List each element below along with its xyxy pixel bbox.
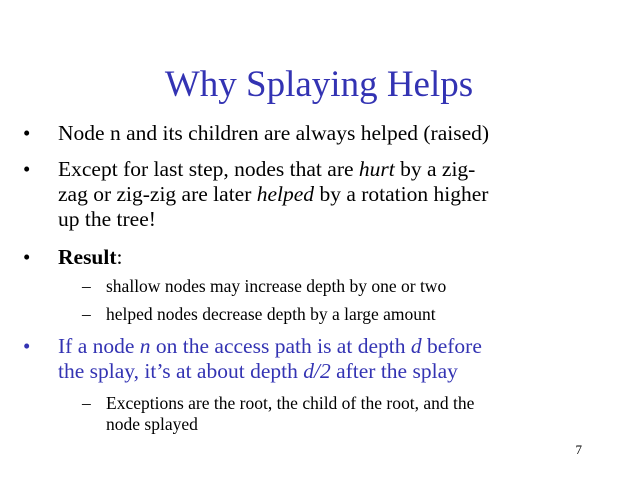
bullet-2-line-1 <box>58 157 603 182</box>
bullet-marker: • <box>23 157 31 181</box>
sub-bullet-3-line-1: Exceptions are the root, the child of the root, and the <box>106 393 475 413</box>
sub-bullet-1 <box>82 276 606 297</box>
bullet-4 <box>23 334 603 384</box>
sub-bullet-3 <box>82 393 606 435</box>
bullet-1-text: Node n and its children are always helped (raised) <box>58 121 490 145</box>
result-label: Result <box>58 245 117 269</box>
bullet-2 <box>23 157 603 232</box>
text-run: by a rotation higher <box>314 182 489 206</box>
sub-bullet-3-line-2: node splayed <box>106 414 198 434</box>
bullet-3 <box>23 245 603 270</box>
text-run: before <box>421 334 482 358</box>
bullet-2-line-2 <box>58 182 603 207</box>
emphasis-helped: helped <box>256 182 315 206</box>
sub-bullet-1-text: shallow nodes may increase depth by one or two <box>106 276 447 296</box>
text-run: If a node <box>58 334 140 358</box>
sub-bullet-2 <box>82 304 606 325</box>
dash-marker: – <box>82 276 91 296</box>
bullet-1 <box>23 121 603 146</box>
slide-title: Why Splaying Helps <box>164 64 474 105</box>
page-number: 7 <box>575 442 582 457</box>
sub-bullet-2-text: helped nodes decrease depth by a large amount <box>106 304 436 324</box>
bullet-marker: • <box>23 245 31 269</box>
bullet-2-line-3: up the tree! <box>58 207 156 231</box>
dash-marker: – <box>82 304 91 324</box>
var-d-half: d/2 <box>303 359 331 383</box>
bullet-4-line-1 <box>58 334 603 359</box>
bullet-4-line-2 <box>58 359 603 384</box>
emphasis-hurt: hurt <box>358 157 395 181</box>
text-run: the splay, it’s at about depth <box>58 359 304 383</box>
var-d: d <box>410 334 422 358</box>
text-run: zag or zig-zig are later <box>58 182 257 206</box>
text-run: Except for last step, nodes that are <box>58 157 359 181</box>
bullet-marker: • <box>23 334 31 358</box>
dash-marker: – <box>82 393 91 413</box>
text-run: by a zig- <box>394 157 476 181</box>
var-n: n <box>139 334 151 358</box>
result-colon: : <box>116 245 123 269</box>
text-run: on the access path is at depth <box>150 334 411 358</box>
bullet-marker: • <box>23 121 31 145</box>
text-run: after the splay <box>330 359 458 383</box>
